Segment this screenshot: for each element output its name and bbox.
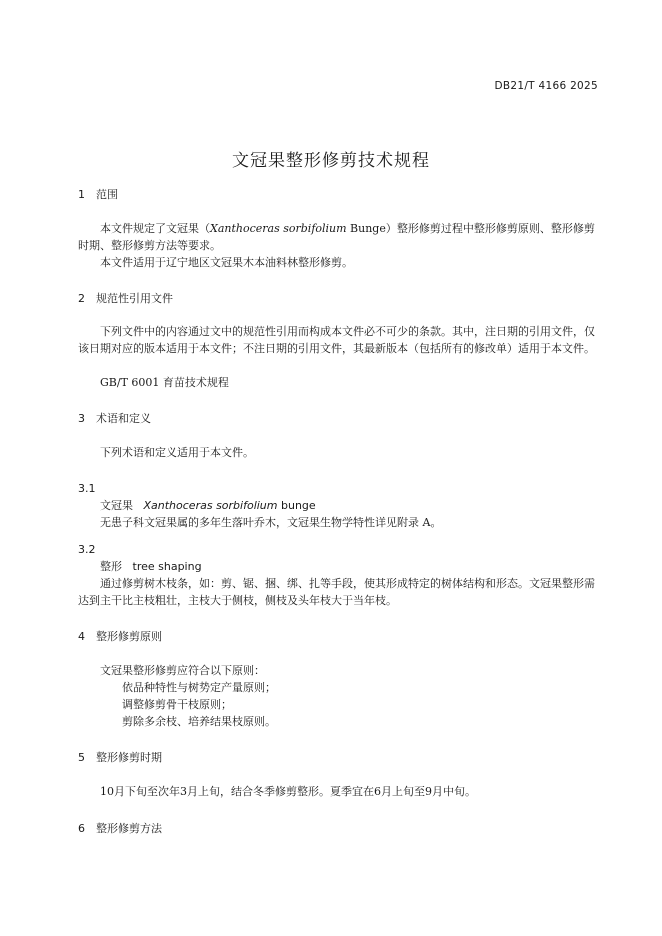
principle-item: 依品种特性与树势定产量原则； <box>122 681 276 694</box>
section-2-paragraph-1: 下列文件中的内容通过文中的规范性引用而构成本文件必不可少的条款。其中，注日期的引用文件，仅该日期对应的版本适用于本文件；不注日期的引用文件，其最新版本（包括所有的修改单）适用于本文件。 <box>78 325 595 355</box>
section-title: 术语和定义 <box>96 412 151 425</box>
latin-name: Xanthoceras sorbifolium <box>210 222 347 235</box>
principle-item: 调整修剪骨干枝原则； <box>122 698 232 711</box>
section-2-heading <box>78 290 173 306</box>
latin-name: Xanthoceras sorbifolium <box>143 499 278 512</box>
term-3-2-number: 3.2 <box>78 543 96 556</box>
section-number: 2 <box>78 292 85 305</box>
term-3-2-title <box>100 558 202 575</box>
text-run: Bunge）整形修剪过程中整形修剪原则、整形修剪时期、整形修剪方法等要求。 <box>78 222 595 252</box>
term-name: 文冠果 <box>100 499 133 512</box>
section-title: 整形修剪原则 <box>96 630 162 643</box>
section-number: 1 <box>78 188 85 201</box>
section-number: 6 <box>78 822 85 835</box>
section-title: 规范性引用文件 <box>96 292 173 305</box>
section-title: 整形修剪时期 <box>96 751 162 764</box>
section-6-heading <box>78 820 162 836</box>
section-title: 整形修剪方法 <box>96 822 162 835</box>
term-3-1-title <box>100 497 316 514</box>
section-1-paragraph-1 <box>78 220 598 254</box>
section-5-paragraph-1: 10月下旬至次年3月上旬，结合冬季修剪整形。夏季宜在6月上旬至9月中旬。 <box>100 785 476 798</box>
principle-item: 剪除多余枝、培养结果枝原则。 <box>122 715 276 728</box>
term-name: 整形 <box>100 560 122 573</box>
term-3-1-definition: 无患子科文冠果属的多年生落叶乔木，文冠果生物学特性详见附录 A。 <box>100 516 442 529</box>
section-3-paragraph-1: 下列术语和定义适用于本文件。 <box>100 446 254 459</box>
section-1-paragraph-2: 本文件适用于辽宁地区文冠果木本油料林整形修剪。 <box>100 256 353 269</box>
normative-reference: GB/T 6001 育苗技术规程 <box>100 376 229 389</box>
section-number: 3 <box>78 412 85 425</box>
section-number: 5 <box>78 751 85 764</box>
section-1-heading <box>78 186 118 202</box>
text-run: 本文件规定了文冠果（ <box>100 222 210 235</box>
section-title: 范围 <box>96 188 118 201</box>
english-term: tree shaping <box>132 560 202 573</box>
latin-suffix: bunge <box>277 499 316 512</box>
section-4-intro: 文冠果整形修剪应符合以下原则： <box>100 664 265 677</box>
document-title: 文冠果整形修剪技术规程 <box>232 151 430 171</box>
section-5-heading <box>78 749 162 765</box>
section-number: 4 <box>78 630 85 643</box>
standard-code: DB21/T 4166 2025 <box>494 80 598 92</box>
term-3-2-definition: 通过修剪树木枝条，如：剪、锯、捆、绑、扎等手段，使其形成特定的树体结构和形态。文冠果整形需达到主干比主枝粗壮，主枝大于侧枝，侧枝及头年枝大于当年枝。 <box>78 577 595 607</box>
term-3-1-number: 3.1 <box>78 482 96 495</box>
section-4-heading <box>78 628 162 644</box>
section-3-heading <box>78 410 151 426</box>
